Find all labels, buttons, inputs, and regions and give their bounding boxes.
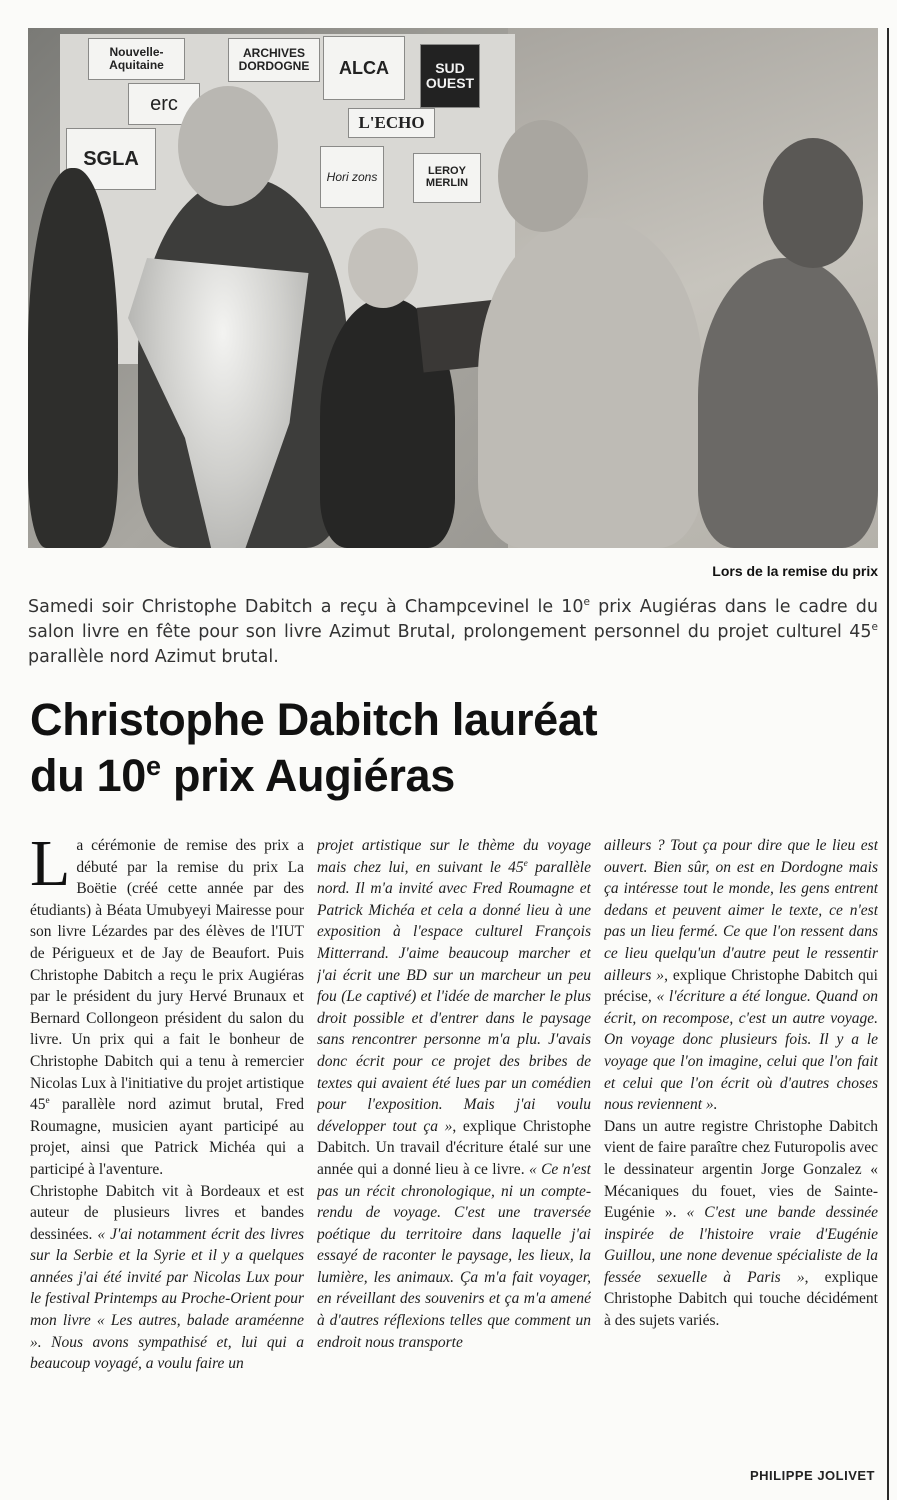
author-byline: PHILIPPE JOLIVET [749, 1468, 875, 1483]
article-column-3: ailleurs ? Tout ça pour dire que le lieu est ouvert. Bien sûr, on est en Dordogne mais ça intéresse tout le monde, les gens entrent dedans et peuvent aimer le texte, ce n'est pas un lieu fermé. Ce que l'on ressent dans ce lieu quelqu'un d'autre peut le ressentir ailleurs », explique Christophe Dabitch qui précise, « l'écriture a été longue. Quand on écrit, on recompose, c'est un autre voyage. On voyage donc plusieurs fois. Il y a le voyage que l'on imagine, celui que l'on fait et celui que l'on écrit où d'autres choses nous reviennent ». Dans un autre registre Christophe Dabitch vient de faire paraître chez Futuropolis avec le dessinateur argentin Jorge Gonzalez « Mécaniques du fouet, vies de Sainte-Eugénie ». « C'est une bande dessinée inspirée de l'histoire vraie d'Eugénie Guillou, une none devenue spécialiste de la fessée sexuelle à Paris », explique Christophe Dabitch qui touche décidément à des sujets variés. [604, 837, 878, 1330]
sud-ouest-logo: SUD OUEST [420, 44, 480, 108]
article-body [30, 835, 880, 1475]
person-left-edge [28, 168, 118, 548]
headline-line-1: Christophe Dabitch lauréat [30, 694, 598, 745]
leroy-merlin-logo: LEROY MERLIN [413, 153, 481, 203]
laureate-head [178, 86, 278, 206]
archives-dordogne-logo: ARCHIVES DORDOGNE [228, 38, 320, 82]
man-presenter-head [498, 120, 588, 232]
man-presenter-body [478, 218, 703, 548]
lead-paragraph: Samedi soir Christophe Dabitch a reçu à Champcevinel le 10e prix Augiéras dans le cadre du salon livre en fête pour son livre Azimut Brutal, prolongement personnel du projet culturel 45e parallèle nord Azimut brutal. [28, 596, 878, 667]
article-column-1: La cérémonie de remise des prix a débuté par la remise du prix La Boëtie (créé cette année par des étudiants) à Béata Umubyeyi Mairesse pour son livre Lézardes par des élèves de l'IUT de Périgueux et de Jay de Beaufort. Puis Christophe Dabitch a reçu le prix Augiéras par le président du jury Hervé Brunaux et Bernard Collongeon président du salon du livre. Un prix qui a fait le bonheur de Christophe Dabitch qui a tenu à remercier Nicolas Lux à l'initiative du projet artistique 45e parallèle nord azimut brutal, Fred Roumagne, musicien ayant participé au projet, ainsi que Patrick Michéa qui a participé à l'aventure. Christophe Dabitch vit à Bordeaux et est auteur de plusieurs livres et bandes dessinées. « J'ai notamment écrit des livres sur la Serbie et la Syrie et il y a quelques années j'ai été invité par Nicolas Lux pour le festival Printemps au Proche-Orient pour mon livre « Les autres, balade araméenne ». Nous avons sympathisé et, lui qui a beaucoup voyagé, a voulu faire un [30, 835, 304, 1373]
nouvelle-aquitaine-logo: Nouvelle-Aquitaine [88, 38, 185, 80]
lecho-logo: L'ECHO [348, 108, 435, 138]
horizons-logo: Hori zons [320, 146, 384, 208]
column-rule [887, 28, 889, 1500]
erc-logo: erc [128, 83, 200, 125]
woman-right-body [698, 258, 878, 548]
article-headline [30, 692, 880, 804]
woman-right-head [763, 138, 863, 268]
alca-logo: ALCA [323, 36, 405, 100]
sgla-logo: SGLA [66, 128, 156, 190]
drop-cap: L [30, 835, 71, 900]
woman-presenter-head [348, 228, 418, 308]
ceremony-photo [28, 28, 878, 548]
article-column-2: projet artistique sur le thème du voyage mais chez lui, en suivant le 45e parallèle nord. Il m'a invité avec Fred Roumagne et Patrick Michéa et cela a donné lieu à une exposition à l'espace culturel François Mitterrand. J'aime beaucoup marcher et j'ai écrit une BD sur un marcheur un peu fou (Le captivé) et l'idée de marcher le plus droit possible et d'entrer dans le paysage sans rencontrer personne m'a plu. J'avais donc écrit pour ce projet des bribes de textes qui avaient été lues par un comédien pour l'exposition. Mais j'ai voulu développer tout ça », explique Christophe Dabitch. Un travail d'écriture étalé sur une année qui a donné lieu à ce livre. « Ce n'est pas un récit chronologique, ni un compte-rendu de voyage. C'est une traversée poétique du territoire dans laquelle j'ai essayé de raconter le paysage, les lieux, la lumière, les animaux. Ça m'a fait voyager, en réveillant des souvenirs et ça m'a amené à d'autres réflexions telles que comment un endroit nous transporte [317, 837, 591, 1351]
photo-caption: Lors de la remise du prix [712, 563, 878, 579]
headline-line-2: du 10e prix Augiéras [30, 750, 455, 801]
